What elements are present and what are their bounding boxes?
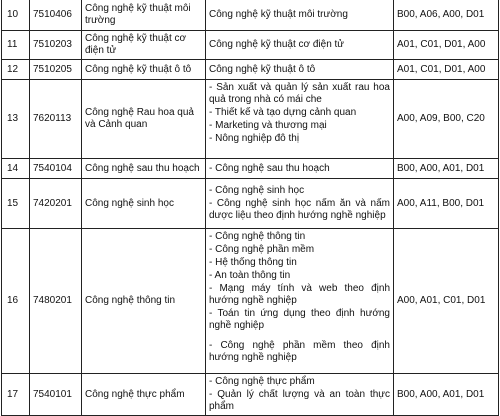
major-name: Công nghệ kỹ thuật môi trường: [82, 0, 206, 31]
specialization-item: - Nông nghiệp đô thị: [209, 133, 300, 144]
specializations: [206, 374, 394, 416]
specialization-item: - Công nghệ thực phẩm: [209, 376, 315, 387]
specialization-item: - Công nghệ sinh học nấm ăn và nấm dược liệu theo định hướng nghề nghiệp: [209, 198, 390, 221]
specialization-item: - Marketing và thương mại: [209, 120, 327, 131]
row-number: 16: [2, 229, 30, 374]
row-number: 10: [2, 0, 30, 31]
row-number: 11: [2, 31, 30, 60]
row-number: 14: [2, 159, 30, 179]
specialization-item: - Toán tin ứng dụng theo định hướng nghề nghiệp: [209, 308, 390, 331]
specializations: [206, 60, 394, 80]
specialization-item: - Thiết kế và tạo dựng cảnh quan: [209, 107, 357, 118]
specialization-item: - Công nghệ phần mềm: [209, 244, 315, 255]
specialization-item: - Quản lý chất lượng và an toàn thực phẩm: [209, 389, 390, 412]
table-row: [2, 229, 499, 374]
specialization-item: Công nghệ kỹ thuật ô tô: [209, 63, 316, 75]
specialization-item: Công nghệ kỹ thuật môi trường: [209, 9, 348, 20]
major-name: Công nghệ thông tin: [82, 229, 206, 374]
major-code: 7480201: [30, 229, 82, 374]
major-code: 7510205: [30, 60, 82, 80]
table-row: [2, 0, 499, 31]
row-number: 17: [2, 374, 30, 416]
table-row: [2, 179, 499, 229]
specializations: [206, 159, 394, 179]
major-name: Công nghệ kỹ thuật cơ điện tử: [82, 31, 206, 60]
major-name: Công nghệ kỹ thuật ô tô: [82, 60, 206, 80]
row-number: 13: [2, 80, 30, 159]
subject-combinations: B00, A06, A00, D01: [394, 0, 499, 31]
row-number: 12: [2, 60, 30, 80]
table-row: [2, 80, 499, 159]
subject-combinations: A00, A09, B00, C20: [394, 80, 499, 159]
subject-combinations: A01, C01, D01, A00: [394, 31, 499, 60]
specialization-item: - Sản xuất và quản lý sản xuất rau hoa quả trong nhà có mái che: [209, 82, 390, 105]
major-code: 7620113: [30, 80, 82, 159]
major-name: Công nghệ thực phẩm: [82, 374, 206, 416]
specialization-item: Công nghệ kỹ thuật cơ điện tử: [209, 39, 344, 50]
specializations: [206, 0, 394, 31]
specialization-item: - An toàn thông tin: [209, 270, 291, 281]
major-name: Công nghệ Rau hoa quả và Cảnh quan: [82, 80, 206, 159]
subject-combinations: A00, A11, B00, D01: [394, 179, 499, 229]
major-name: Công nghệ sau thu hoạch: [82, 159, 206, 179]
major-code: 7540104: [30, 159, 82, 179]
table-row: [2, 374, 499, 416]
subject-combinations: A01, C01, D01, A00: [394, 60, 499, 80]
major-code: 7420201: [30, 179, 82, 229]
major-code: 7510406: [30, 0, 82, 31]
specialization-item: - Hệ thống thông tin: [209, 257, 297, 268]
specializations: [206, 31, 394, 60]
specializations: [206, 179, 394, 229]
subject-combinations: B00, A00, A01, D01: [394, 159, 499, 179]
specialization-item: - Mạng máy tính và web theo định hướng nghề nghiệp: [209, 283, 390, 306]
major-name: Công nghệ sinh học: [82, 179, 206, 229]
row-number: 15: [2, 179, 30, 229]
specialization-item: - Công nghệ thông tin: [209, 231, 306, 242]
specialization-item: - Công nghệ sinh học: [209, 185, 305, 196]
specialization-item: - Công nghệ phần mềm theo định hướng nghề nghiệp: [209, 340, 390, 363]
specialization-item: - Công nghệ sau thu hoạch: [209, 162, 330, 174]
table-row: [2, 31, 499, 60]
specializations: [206, 80, 394, 159]
major-code: 7510203: [30, 31, 82, 60]
subject-combinations: A00, A01, C01, D01: [394, 229, 499, 374]
major-code: 7540101: [30, 374, 82, 416]
specializations: [206, 229, 394, 374]
table-row: [2, 159, 499, 179]
table-row: [2, 60, 499, 80]
majors-table: [1, 0, 499, 416]
subject-combinations: B00, A00, A01, D01: [394, 374, 499, 416]
